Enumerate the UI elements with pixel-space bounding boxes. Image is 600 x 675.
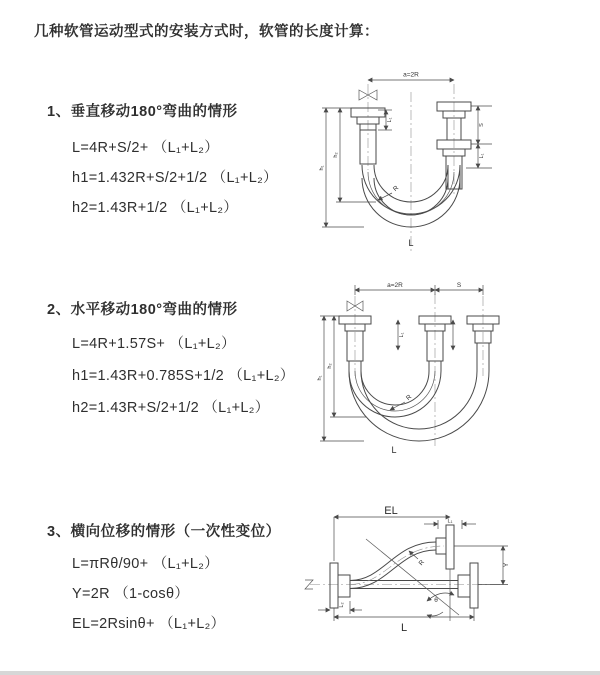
section-1-formula-L: L=4R+S/2+ （L₁+L₂） bbox=[72, 140, 220, 156]
section-2-heading: 2、水平移动180°弯曲的情形 bbox=[47, 302, 238, 318]
dim-label-travel: S bbox=[479, 123, 485, 127]
dim-label-length: L bbox=[391, 445, 397, 455]
dim-label-radius: R bbox=[391, 184, 401, 194]
dimension-travel-S bbox=[466, 106, 492, 168]
dim-label-fitting: L₁ bbox=[399, 332, 405, 338]
hose-curves bbox=[349, 343, 489, 441]
right-flange bbox=[458, 563, 478, 608]
diagram-vertical-180-bend bbox=[306, 64, 586, 259]
section-3-formula-Y: Y=2R （1-cosθ） bbox=[72, 586, 190, 602]
dim-label-radius: R bbox=[417, 558, 427, 568]
dim-label-height1: h₁ bbox=[319, 165, 325, 171]
hose-s-curve bbox=[350, 542, 444, 589]
top-flange bbox=[436, 525, 454, 569]
page-bottom-edge bbox=[0, 671, 600, 675]
page-title: 几种软管运动型式的安装方式时，软管的长度计算： bbox=[34, 24, 379, 40]
dim-label-width: a=2R bbox=[387, 282, 403, 289]
section-2-formula-h2: h2=1.43R+S/2+1/2 （L₁+L₂） bbox=[72, 400, 270, 416]
section-3-formula-EL: EL=2Rsinθ+ （L₁+L₂） bbox=[72, 616, 226, 632]
dim-label-span: EL bbox=[384, 505, 398, 517]
left-flange bbox=[330, 563, 350, 608]
dim-label-travel: S bbox=[456, 282, 462, 289]
dim-label-fitting2: L₂ bbox=[339, 602, 345, 608]
section-2-formula-h1: h1=1.43R+0.785S+1/2 （L₁+L₂） bbox=[72, 368, 295, 384]
section-2-formula-L: L=4R+1.57S+ （L₁+L₂） bbox=[72, 336, 236, 352]
section-1-formula-h2: h2=1.43R+1/2 （L₁+L₂） bbox=[72, 200, 239, 216]
dimension-fitting-bottom bbox=[318, 601, 362, 614]
section-3-formula-L: L=πRθ/90+ （L₁+L₂） bbox=[72, 556, 219, 572]
dimension-heights bbox=[317, 316, 366, 441]
dim-label-length: L bbox=[408, 238, 414, 248]
dim-label-height1: h₁ bbox=[317, 375, 323, 381]
dim-label-height2: h₂ bbox=[327, 363, 333, 369]
diagram-lateral-displacement bbox=[296, 503, 596, 658]
section-1-heading: 1、垂直移动180°弯曲的情形 bbox=[47, 104, 238, 120]
dimension-length-L bbox=[334, 608, 474, 634]
dimension-offset-Y bbox=[454, 546, 510, 585]
section-3-heading: 3、横向位移的情形（一次性变位） bbox=[47, 524, 281, 540]
dim-label-angle: θ bbox=[434, 597, 438, 604]
radius-callout bbox=[390, 393, 413, 410]
dimension-top-width bbox=[368, 72, 454, 81]
dimension-fitting-top bbox=[424, 519, 476, 530]
centerlines bbox=[368, 84, 454, 254]
dim-label-fitting: L₁ bbox=[479, 153, 485, 159]
dim-label-width: a=2R bbox=[403, 71, 419, 79]
dim-label-length: L bbox=[400, 622, 408, 634]
dim-label-fitting1: L₁ bbox=[447, 518, 453, 525]
dimension-top bbox=[355, 282, 483, 295]
dim-label-offset: Y bbox=[503, 562, 510, 568]
dimension-heights bbox=[319, 108, 376, 227]
diagram-horizontal-180-bend bbox=[306, 276, 586, 461]
section-1-formula-h1: h1=1.432R+S/2+1/2 （L₁+L₂） bbox=[72, 170, 278, 186]
dim-label-height2: h₂ bbox=[333, 152, 339, 158]
dim-label-radius: R bbox=[404, 393, 414, 403]
centerline bbox=[305, 580, 501, 589]
dimension-span-EL bbox=[334, 505, 450, 561]
dim-label-fitting-left: L₁ bbox=[387, 117, 393, 123]
